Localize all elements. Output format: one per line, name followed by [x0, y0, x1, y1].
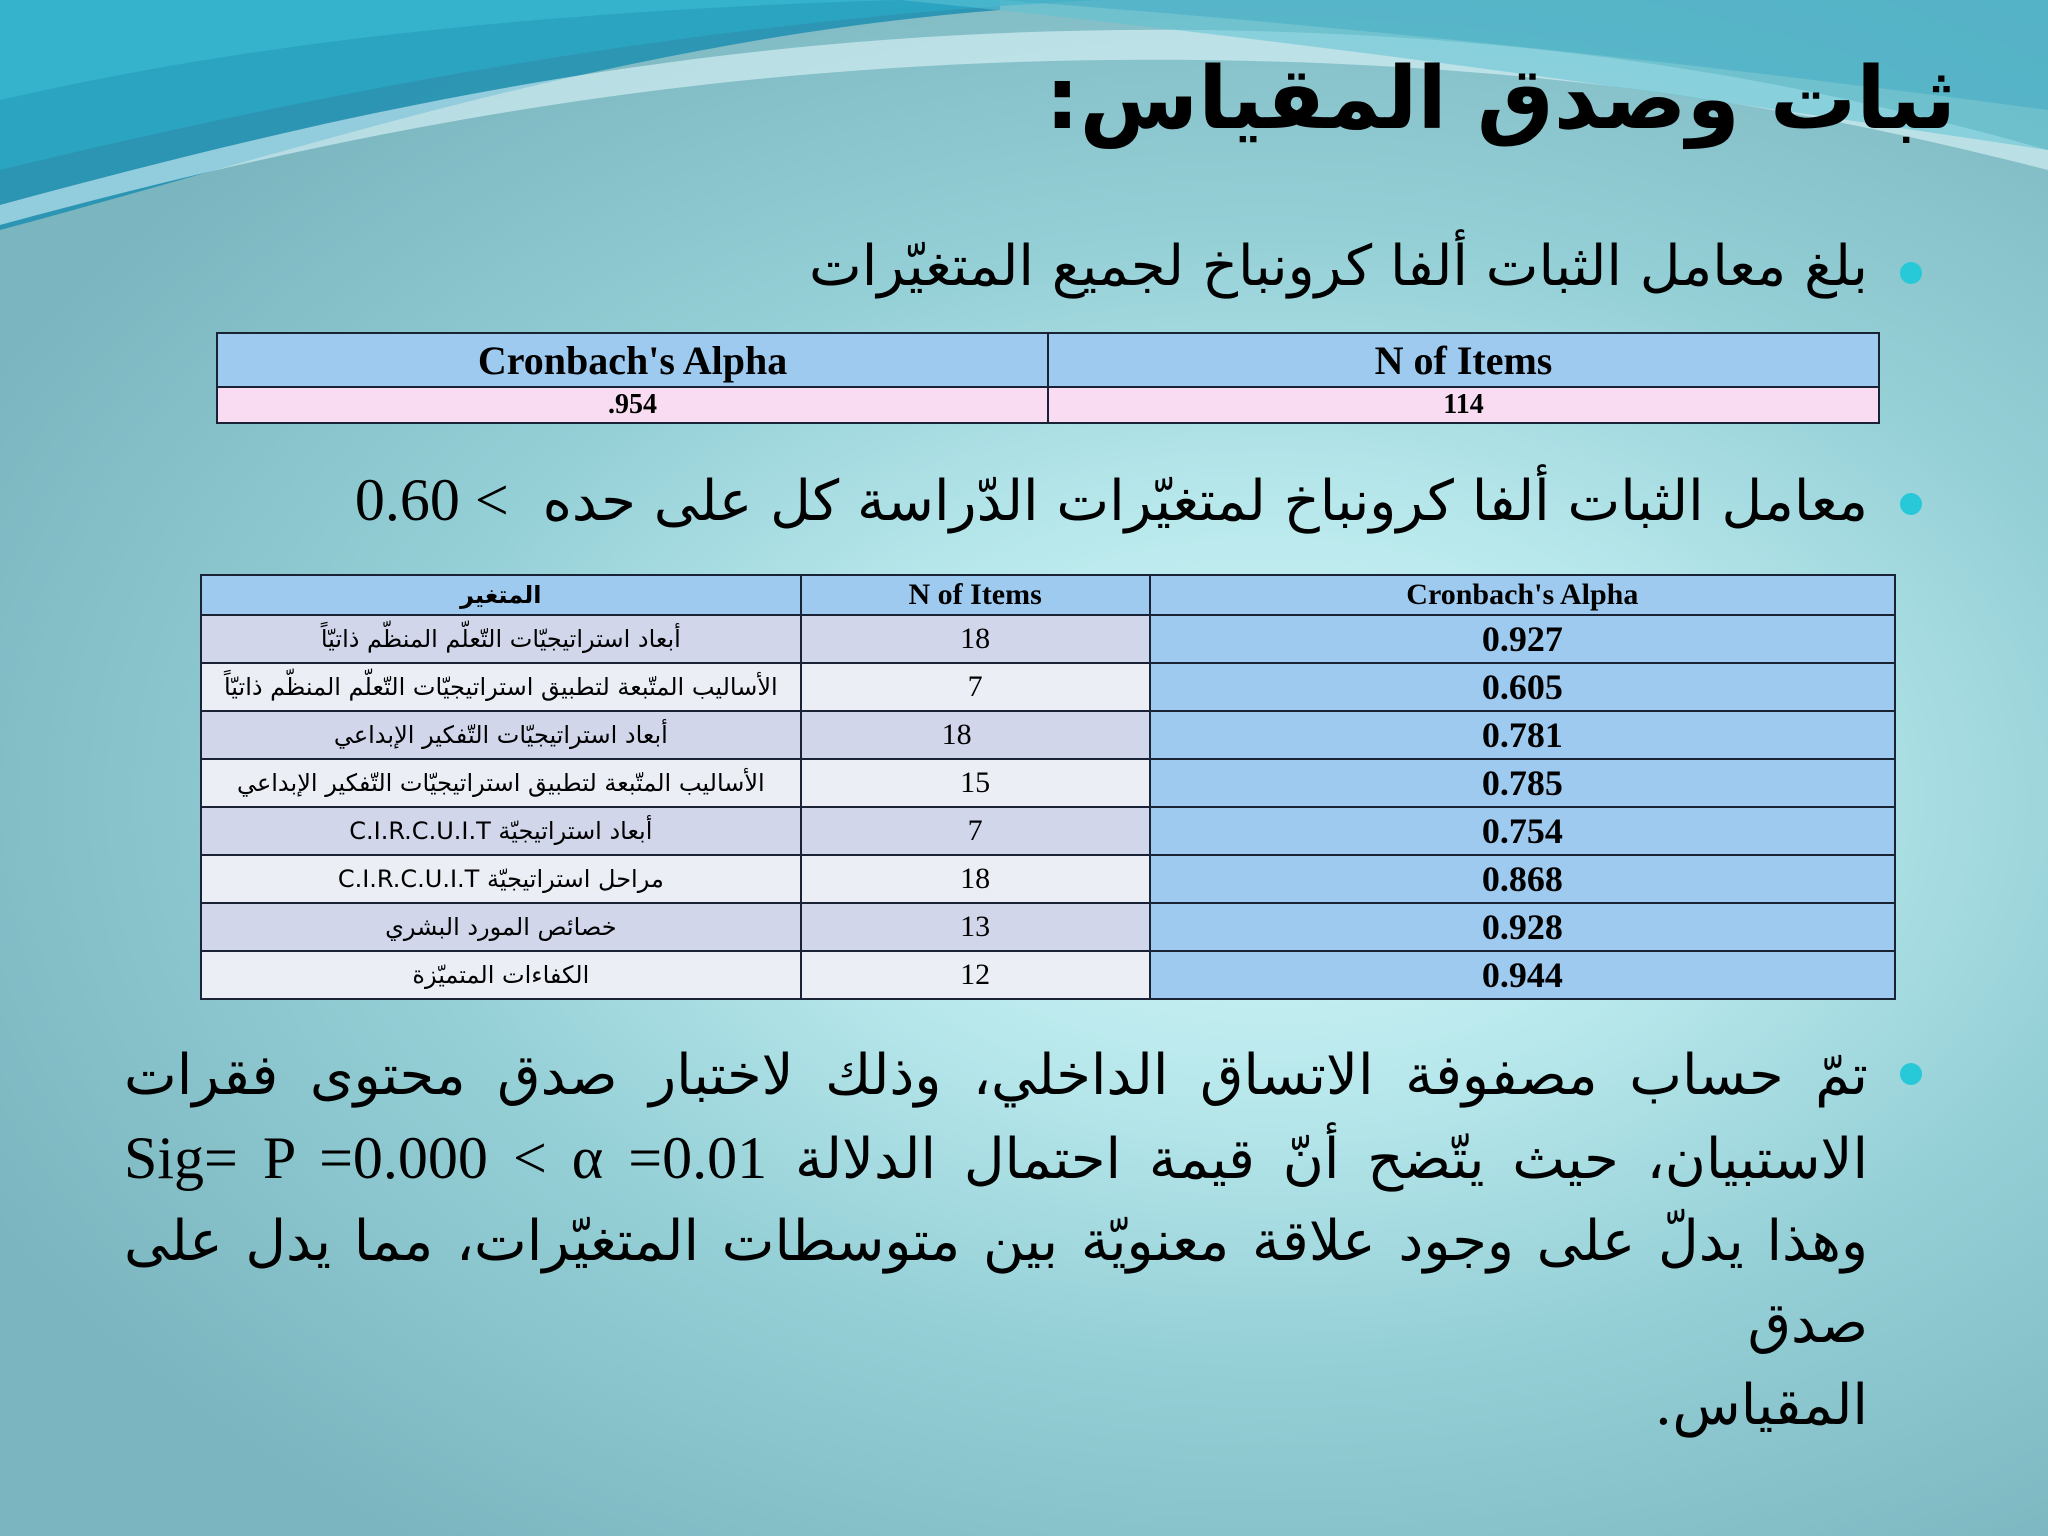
- header-cronbach-alpha: Cronbach's Alpha: [1150, 575, 1895, 615]
- table-row: [201, 951, 1895, 999]
- n-items: 18: [801, 855, 1150, 903]
- bullet-dot: [1900, 1063, 1922, 1085]
- alpha-value: 0.754: [1150, 807, 1895, 855]
- overall-alpha-value: .954: [217, 387, 1048, 423]
- n-items: 7: [801, 663, 1150, 711]
- n-items: 18: [801, 711, 1150, 759]
- overall-n-items-value: 114: [1048, 387, 1879, 423]
- n-items: 7: [801, 807, 1150, 855]
- bullet-text: معامل الثبات ألفا كرونباخ لمتغيّرات الدّراسة كل على حده: [542, 469, 1868, 534]
- n-items: 18: [801, 615, 1150, 663]
- threshold-comparison: 0.60 <: [354, 467, 509, 533]
- variable-name: أبعاد استراتيجيّة C.I.R.C.U.I.T: [201, 807, 801, 855]
- variable-name: أبعاد استراتيجيّات التّعلّم المنظّم ذاتيّاً: [201, 615, 801, 663]
- table-row: [201, 903, 1895, 951]
- alpha-value: 0.605: [1150, 663, 1895, 711]
- n-items: 13: [801, 903, 1150, 951]
- variable-name: خصائص المورد البشري: [201, 903, 801, 951]
- bullet-overall-alpha: [809, 232, 1868, 302]
- validity-line-3: وهذا يدلّ على وجود علاقة معنويّة بين متوسطات المتغيّرات، مما يدل على صدق: [124, 1209, 1868, 1356]
- alpha-value: 0.944: [1150, 951, 1895, 999]
- header-cronbach-alpha: Cronbach's Alpha: [217, 333, 1048, 387]
- validity-line-2-text: الاستبيان، حيث يتّضح أنّ قيمة احتمال الدلالة: [794, 1127, 1869, 1192]
- bullet-text: بلغ معامل الثبات ألفا كرونباخ لجميع المتغيّرات: [809, 234, 1868, 299]
- validity-line-1: تمّ حساب مصفوفة الاتساق الداخلي، وذلك لاختبار صدق محتوى فقرات: [124, 1043, 1868, 1108]
- alpha-value: 0.928: [1150, 903, 1895, 951]
- table-row: [201, 711, 1895, 759]
- alpha-value: 0.785: [1150, 759, 1895, 807]
- table-header-row: [217, 333, 1879, 387]
- validity-line-4: المقياس.: [1654, 1373, 1868, 1438]
- n-items: 15: [801, 759, 1150, 807]
- validity-line-2: [124, 1117, 1868, 1201]
- header-variable: المتغير: [201, 575, 801, 615]
- bullet-dot: [1900, 493, 1922, 515]
- n-items: 12: [801, 951, 1150, 999]
- significance-formula: Sig= P =0.000 < α =0.01: [124, 1125, 768, 1191]
- alpha-value: 0.927: [1150, 615, 1895, 663]
- variable-name: مراحل استراتيجيّة C.I.R.C.U.I.T: [201, 855, 801, 903]
- bullet-variable-alpha: [355, 463, 1868, 538]
- overall-reliability-table: [216, 332, 1880, 424]
- variable-name: الأساليب المتّبعة لتطبيق استراتيجيّات التّفكير الإبداعي: [201, 759, 801, 807]
- variables-reliability-table: [200, 574, 1896, 1000]
- table-row: [201, 855, 1895, 903]
- header-n-of-items: N of Items: [1048, 333, 1879, 387]
- variable-name: الأساليب المتّبعة لتطبيق استراتيجيّات التّعلّم المنظّم ذاتيّاً: [201, 663, 801, 711]
- header-n-of-items: N of Items: [801, 575, 1150, 615]
- table-row: [201, 663, 1895, 711]
- table-row: [201, 615, 1895, 663]
- bullet-dot: [1900, 262, 1922, 284]
- bullet-validity: [124, 1035, 1868, 1447]
- variable-name: الكفاءات المتميّزة: [201, 951, 801, 999]
- slide-title: ثبات وصدق المقياس:: [1045, 49, 1956, 149]
- variable-name: أبعاد استراتيجيّات التّفكير الإبداعي: [201, 711, 801, 759]
- table-row: [217, 387, 1879, 423]
- alpha-value: 0.868: [1150, 855, 1895, 903]
- table-header-row: [201, 575, 1895, 615]
- alpha-value: 0.781: [1150, 711, 1895, 759]
- table-row: [201, 759, 1895, 807]
- table-row: [201, 807, 1895, 855]
